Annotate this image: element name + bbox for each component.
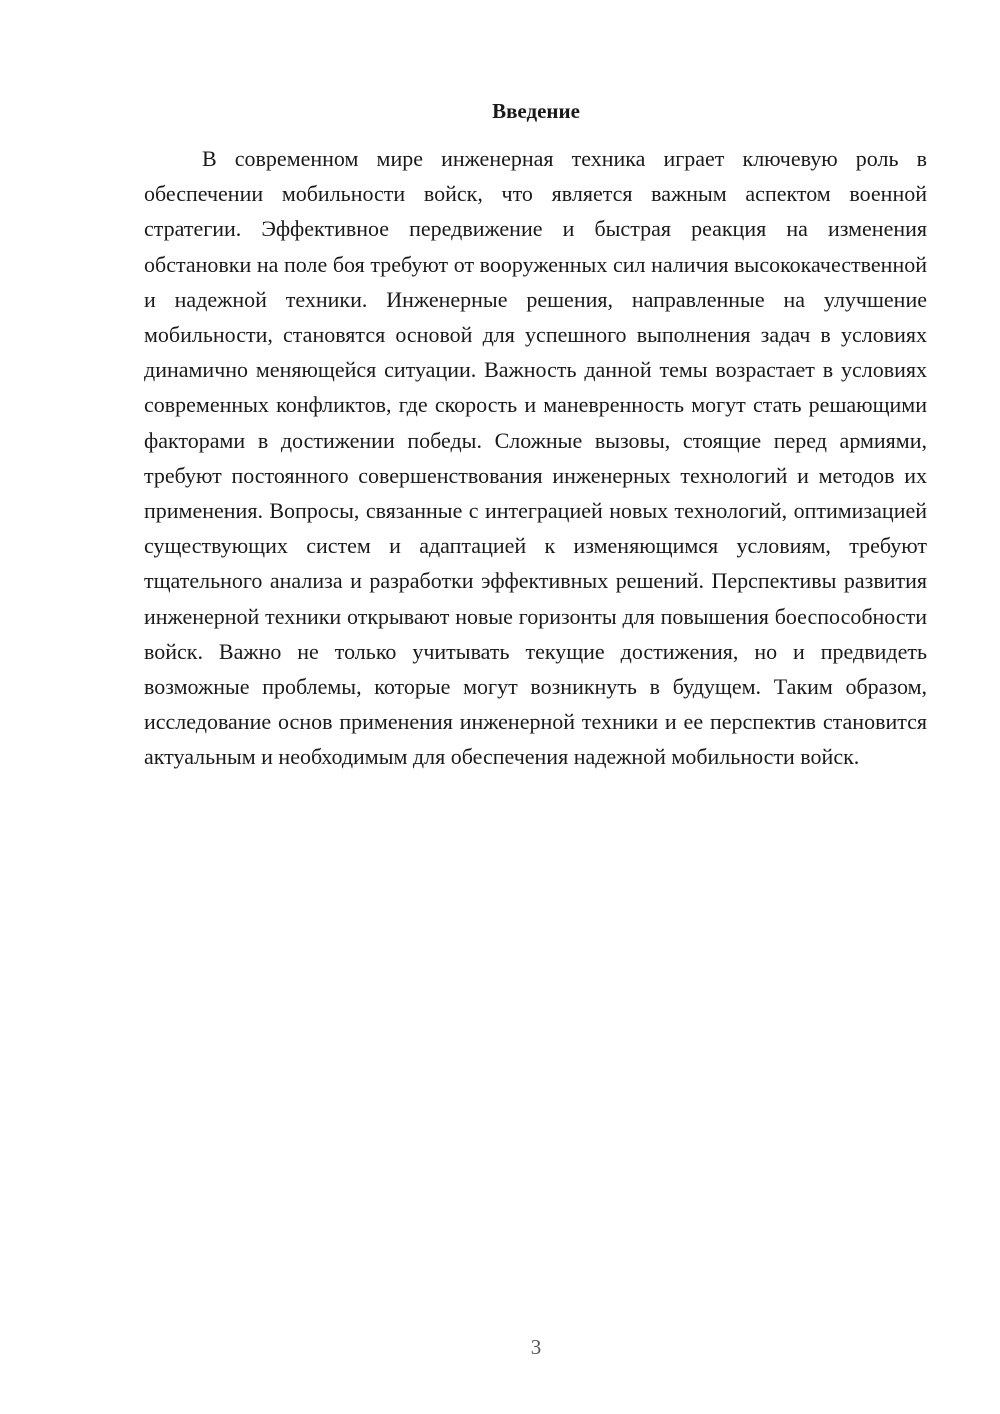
section-heading: Введение: [492, 99, 580, 123]
page-number: 3: [530, 1335, 542, 1359]
body-paragraph: В современном мире инженерная техника играет ключевую роль в обеспечении мобильности войск, что является важным аспектом военной стратегии. Эффективное передвижение и быстрая реакция на изменения обстановки на поле боя требуют от вооруженных сил наличия высококачественной и надежной техники. Инженерные решения, направленные на улучшение мобильности, становятся основой для успешного выполнения задач в условиях динамично меняющейся ситуации. Важность данной темы возрастает в условиях современных конфликтов, где скорость и маневренность могут стать решающими факторами в достижении победы. Сложные вызовы, стоящие перед армиями, требуют постоянного совершенствования инженерных технологий и методов их применения. Вопросы, связанные с интеграцией новых технологий, оптимизацией существующих систем и адаптацией к изменяющимся условиям, требуют тщательного анализа и разработки эффективных решений. Перспективы развития инженерной техники открывают новые горизонты для повышения боеспособности войск. Важно не только учитывать текущие достижения, но и предвидеть возможные проблемы, которые могут возникнуть в будущем. Таким образом, исследование основ применения инженерной техники и ее перспектив становится актуальным и необходимым для обеспечения надежной мобильности войск.: [144, 146, 927, 770]
